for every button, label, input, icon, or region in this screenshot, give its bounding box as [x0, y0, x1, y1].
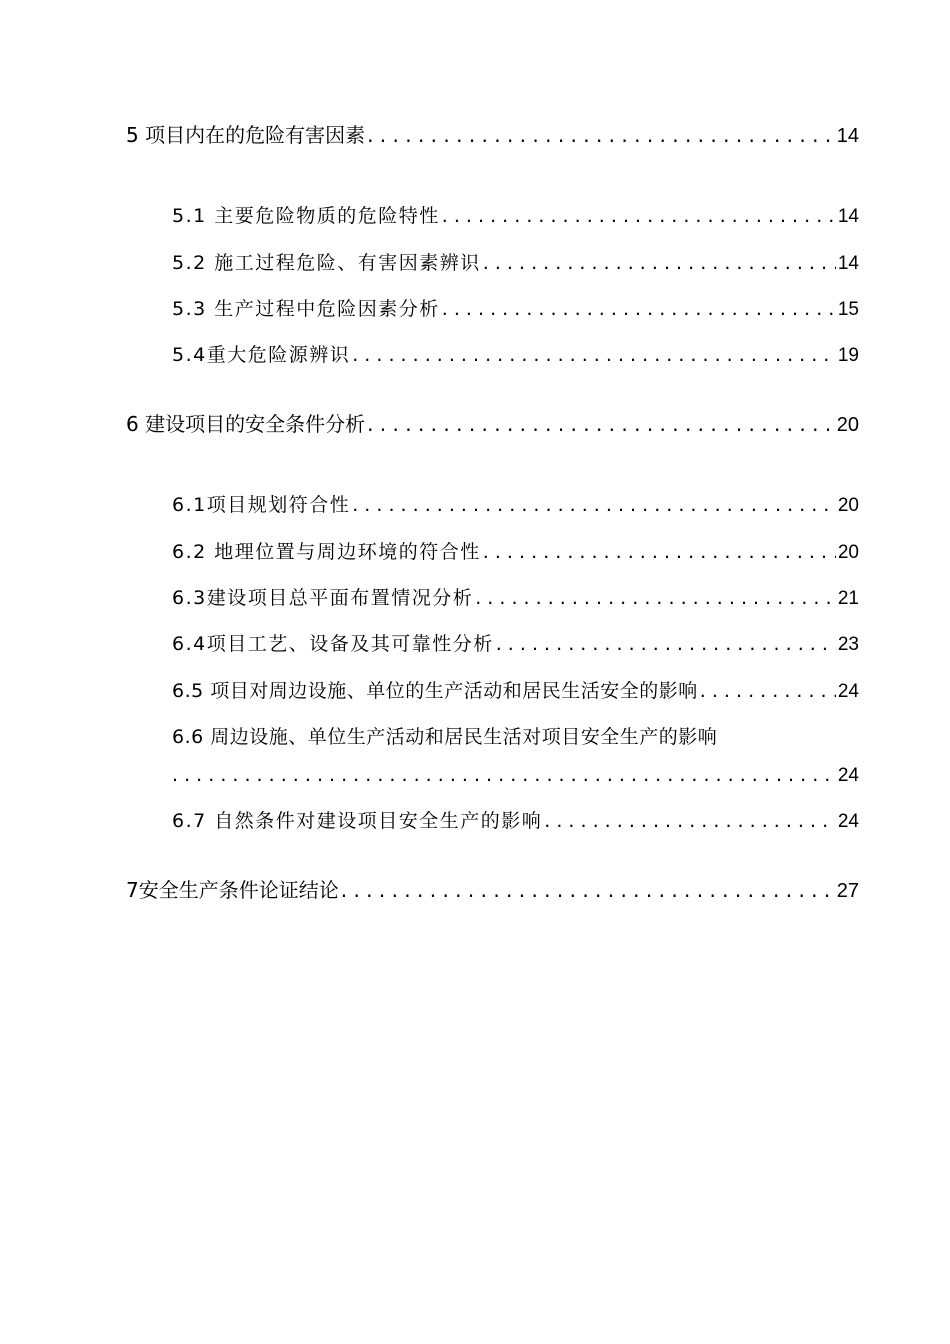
toc-entry-title: 5.4重大危险源辨识 — [172, 344, 351, 366]
toc-page-number: 14 — [837, 206, 859, 227]
toc-entry-title: 5 项目内在的危险有害因素 — [126, 123, 366, 147]
toc-dot-leader — [442, 294, 836, 324]
toc-entry-title: 6.2 地理位置与周边环境的符合性 — [172, 541, 481, 563]
toc-dot-leader — [341, 875, 835, 905]
toc-dot-leader — [544, 806, 836, 836]
toc-entry-title: 5.1 主要危险物质的危险特性 — [172, 205, 440, 227]
toc-entry-6-6[interactable] — [172, 722, 859, 752]
toc-page-number: 27 — [836, 880, 859, 902]
toc-dot-leader — [496, 629, 836, 659]
toc-page-number: 21 — [837, 588, 859, 609]
toc-page-number: 19 — [837, 345, 859, 366]
toc-page-number: 24 — [837, 681, 859, 702]
toc-entry-5[interactable] — [126, 120, 859, 150]
toc-entry-title: 6 建设项目的安全条件分析 — [126, 412, 366, 436]
toc-entry-title: 6.5 项目对周边设施、单位的生产活动和居民生活安全的影响 — [172, 680, 698, 702]
toc-dot-leader — [172, 760, 836, 790]
toc-entry-title: 5.3 生产过程中危险因素分析 — [172, 298, 440, 320]
toc-dot-leader — [483, 537, 836, 567]
toc-dot-leader — [700, 676, 836, 706]
toc-dot-leader — [483, 248, 836, 278]
toc-dot-leader — [352, 490, 836, 520]
toc-page-number: 15 — [837, 299, 859, 320]
toc-page-number: 20 — [837, 542, 859, 563]
toc-entry-5-3[interactable] — [172, 294, 859, 324]
toc-entry-title: 6.1项目规划符合性 — [172, 494, 351, 516]
toc-page-number: 20 — [837, 495, 859, 516]
toc-entry-6-2[interactable] — [172, 537, 859, 567]
toc-dot-leader — [367, 409, 835, 439]
toc-entry-5-4[interactable] — [172, 340, 859, 370]
toc-entry-7[interactable] — [126, 875, 859, 905]
toc-entry-6-3[interactable] — [172, 583, 859, 613]
toc-entry-6-5[interactable] — [172, 676, 859, 706]
toc-entry-title: 5.2 施工过程危险、有害因素辨识 — [172, 252, 481, 274]
toc-entry-title: 7安全生产条件论证结论 — [126, 878, 339, 902]
toc-dot-leader — [442, 201, 836, 231]
toc-dot-leader — [367, 120, 835, 150]
toc-entry-title: 6.7 自然条件对建设项目安全生产的影响 — [172, 810, 543, 832]
toc-dot-leader — [352, 340, 836, 370]
toc-entry-6[interactable] — [126, 409, 859, 439]
toc-page-number: 14 — [836, 125, 859, 147]
toc-page-number: 24 — [837, 811, 859, 832]
toc-entry-5-2[interactable] — [172, 248, 859, 278]
toc-entry-6-7[interactable] — [172, 806, 859, 836]
toc-dot-leader — [475, 583, 836, 613]
toc-entry-6-6-continuation[interactable] — [172, 760, 859, 790]
toc-entry-title: 6.6 周边设施、单位生产活动和居民生活对项目安全生产的影响 — [172, 726, 718, 748]
toc-page-number: 24 — [837, 765, 859, 786]
toc-page-number: 23 — [837, 634, 859, 655]
toc-entry-6-1[interactable] — [172, 490, 859, 520]
toc-page-number: 14 — [837, 253, 859, 274]
toc-entry-6-4[interactable] — [172, 629, 859, 659]
toc-entry-5-1[interactable] — [172, 201, 859, 231]
toc-entry-title: 6.3建设项目总平面布置情况分析 — [172, 587, 474, 609]
toc-page-number: 20 — [836, 414, 859, 436]
toc-entry-title: 6.4项目工艺、设备及其可靠性分析 — [172, 633, 494, 655]
